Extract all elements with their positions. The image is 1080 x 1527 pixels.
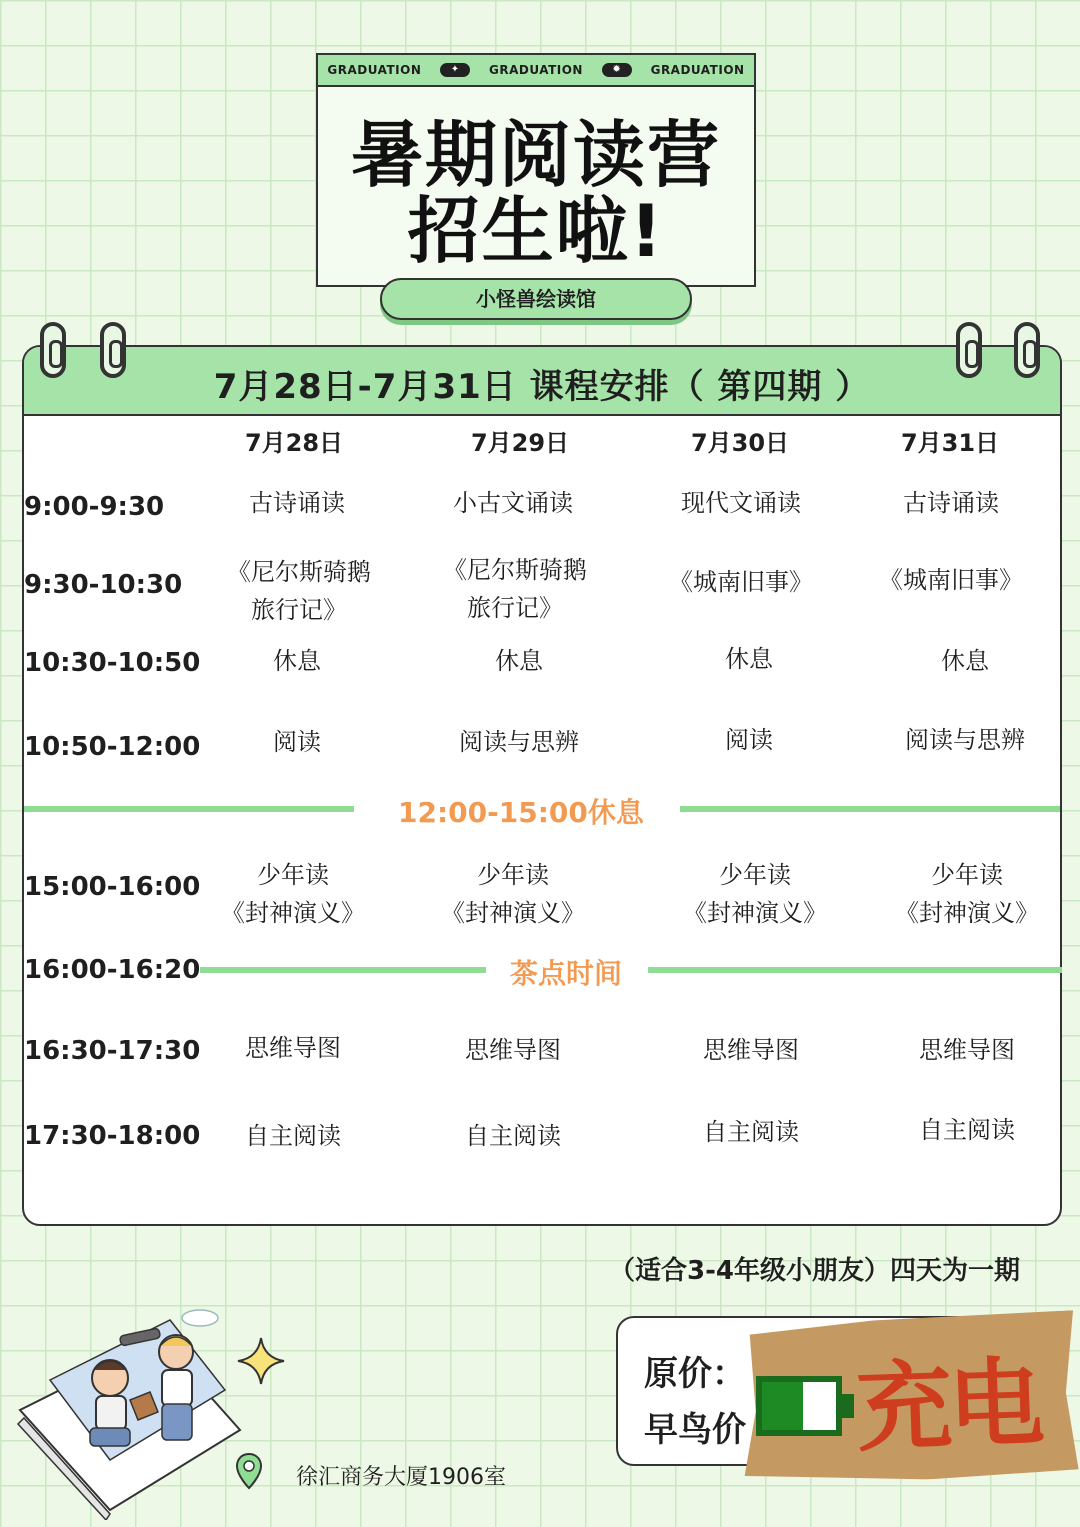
lunch-break-label: 12:00-15:00休息	[398, 796, 644, 829]
star-badge-icon: ✦	[440, 63, 470, 77]
binder-clip-icon	[100, 322, 126, 378]
course-cell: 古诗诵读	[903, 489, 999, 517]
divider-line	[648, 967, 1062, 973]
binder-clip-icon	[1014, 322, 1040, 378]
divider-line	[24, 806, 354, 812]
brand-subtitle: 小怪兽绘读馆	[380, 278, 692, 320]
course-cell: 思维导图	[919, 1036, 1015, 1064]
course-cell: 思维导图	[703, 1036, 799, 1064]
course-cell: 少年读 《封神演义》	[683, 861, 827, 927]
course-cell: 《城南旧事》	[669, 568, 813, 596]
binder-clip-icon	[40, 322, 66, 378]
day-header: 7月28日	[244, 429, 344, 457]
time-slot: 10:30-10:50	[24, 648, 201, 678]
time-slot: 9:30-10:30	[24, 570, 183, 600]
day-header: 7月29日	[470, 429, 570, 457]
strip-label: GRADUATION	[327, 63, 422, 77]
course-cell: 阅读	[273, 728, 321, 756]
original-price-label: 原价：	[644, 1354, 746, 1394]
main-title-line1: 暑期阅读营	[350, 113, 721, 197]
sun-badge-icon: ✹	[602, 63, 632, 77]
divider-line	[680, 806, 1060, 812]
eligibility-note: （适合3-4年级小朋友）四天为一期	[609, 1256, 1020, 1286]
course-cell: 自主阅读	[919, 1116, 1015, 1144]
schedule-panel	[22, 345, 1062, 1226]
kids-reading-illustration	[10, 1300, 270, 1520]
time-slot: 9:00-9:30	[24, 492, 165, 522]
course-cell: 少年读 《封神演义》	[441, 861, 585, 927]
course-cell: 自主阅读	[703, 1118, 799, 1146]
time-slot: 10:50-12:00	[24, 732, 201, 762]
course-cell: 阅读	[725, 726, 773, 754]
battery-tip	[842, 1394, 854, 1418]
course-cell: 阅读与思辨	[905, 726, 1025, 754]
schedule-title: 7月28日-7月31日 课程安排（ 第四期 ）	[213, 367, 871, 407]
course-cell: 少年读 《封神演义》	[895, 861, 1039, 927]
course-cell: 休息	[495, 647, 543, 675]
course-cell: 《尼尔斯骑鹅 旅行记》	[443, 556, 587, 622]
graduation-strip	[318, 55, 754, 87]
course-cell: 《尼尔斯骑鹅 旅行记》	[227, 558, 371, 624]
tea-time-label: 茶点时间	[510, 957, 623, 990]
course-cell: 休息	[725, 645, 773, 673]
charge-sticker-text: 充电	[854, 1345, 1043, 1466]
course-cell: 古诗诵读	[249, 489, 345, 517]
course-cell: 休息	[941, 647, 989, 675]
address-text: 徐汇商务大厦1906室	[296, 1465, 506, 1490]
course-cell: 自主阅读	[245, 1122, 341, 1150]
course-cell: 思维导图	[245, 1034, 341, 1062]
time-slot: 17:30-18:00	[24, 1121, 201, 1151]
course-cell: 阅读与思辨	[459, 728, 579, 756]
course-cell: 现代文诵读	[681, 489, 801, 517]
time-slot: 16:30-17:30	[24, 1036, 201, 1066]
main-title-line2: 招生啦!	[407, 189, 665, 273]
schedule-header	[24, 347, 1060, 416]
course-cell: 《城南旧事》	[879, 566, 1023, 594]
course-cell: 少年读 《封神演义》	[221, 861, 365, 927]
divider-line	[200, 967, 486, 973]
title-card	[316, 53, 756, 287]
course-cell: 自主阅读	[465, 1122, 561, 1150]
day-header: 7月31日	[900, 429, 1000, 457]
course-cell: 小古文诵读	[453, 489, 573, 517]
course-cell: 休息	[273, 647, 321, 675]
map-pin-icon	[234, 1452, 264, 1492]
battery-icon	[756, 1376, 842, 1436]
tea-time-slot: 16:00-16:20	[24, 955, 201, 985]
strip-label: GRADUATION	[489, 63, 583, 77]
battery-level-fill	[762, 1382, 803, 1430]
binder-clip-icon	[956, 322, 982, 378]
strip-label: GRADUATION	[650, 63, 745, 77]
day-header: 7月30日	[690, 429, 790, 457]
sparkle-icon	[236, 1336, 286, 1386]
course-cell: 思维导图	[465, 1036, 561, 1064]
time-slot: 15:00-16:00	[24, 872, 201, 902]
early-bird-price-label: 早鸟价	[644, 1410, 746, 1450]
